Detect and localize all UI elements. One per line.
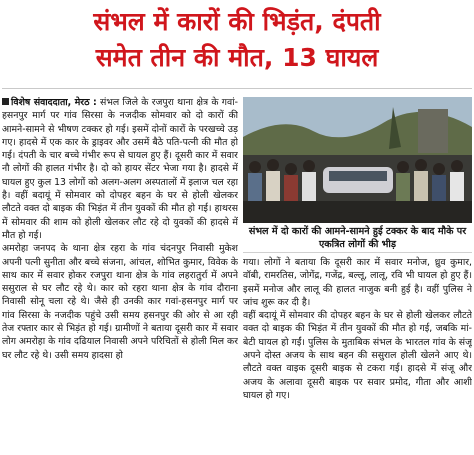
article-paragraph-3: गया। लोगों ने बताया कि दूसरी कार में सवार मनोज, ध्रुव कुमार, वॉबी, रामरतिस, जोगेंद्र, गजेंद्र, बल्लू, लालू, रवि भी घायल हो हुए हैं। इसमें मनोज और लालू की हालत नाजुक बनी हुई है। वहीं पुलिस ने जांच शुरू कर दी है। [243,257,472,308]
news-photo [243,97,472,223]
article-paragraph-2: अमरोहा जनपद के थाना क्षेत्र रहरा के गांव चंदनपुर निवासी मुकेश अपनी पत्नी सुनीता और बच्चे संजना, आंचल, शोभित कुमार, विवेक के साथ कार में सवार होकर रजपुरा थाना क्षेत्र के गांव लहरातुर्रा में अपने ससुराल से घर लौट रहे थे। कार को रहरा थाना क्षेत्र के गांव दौराना निवासी सोनू चला रहे थे। जैसे ही उनकी कार गवां-हसनपुर मार्ग पर गांव सिरसा के नजदीक पहुंचे उसी समय हसनपुर की ओर से आ रही तेज रफ्तार कार से भिड़ंत हो गई। ग्रामीणों ने बताया दूसरी कार में सवार लोग अमरोहा के गांव दढियाल निवासी अपने परिचितों से होली मिल कर घर लौट रहे थे। उसी समय हादसा हो [2,243,238,361]
article-left-column [2,96,238,454]
photo-caption: संभल में दो कारों की आमने-सामने हुई टक्कर के बाद मौके पर एकत्रित लोगों की भीड़ [248,226,467,250]
headline-line-1: संभल में कारों की भिड़ंत, दंपती [93,7,381,36]
dateline [2,97,97,108]
article-paragraph-1 [2,96,238,242]
article-paragraph-4: वहीं बदायूं में सोमवार की दोपहर बहन के घर से होली खेलकर लौटते वक्त दो बाइक की भिड़ंत में तीन युवकों की मौत हो गई, जबकि मां-बेटी घायल हो गईं। पुलिस के मुताबिक संभल के भारतल गांव के संजू अपने दोस्त अजय के साथ बहन की ससुराल होली खेलने आए थे। लौटते वक्त वाइक दूसरी बाइक से टकरा गई। हादसे में संजू और अजय के अलावा दूसरी बाइक पर सवार प्रमोद, गीता और आशी घायल हो गए। [243,310,472,401]
headline-divider [2,88,472,89]
headline [0,4,474,76]
article-paragraph-1-text: संभल जिले के रजपुरा थाना क्षेत्र के गवां-हसनपुर मार्ग पर गांव सिरसा के नजदीक सोमवार को दो कारों की आमने-सामने से भीषण टक्कर हो गई। इसमें दोनों कारों के परखच्चे उड़ गए। हादसे में एक कार के ड्राइवर और उसमें बैठे पति-पत्नी की मौत हो गई। दंपती के चार बच्चे गंभीर रूप से घायल हुए हैं। दूसरी कार में सवार नौ लोगों की हालत गंभीर है। दो को हायर सेंटर भेजा गया है। हादसे में घायल हुए कुल 13 लोगों को अलग-अलग अस्पतालों में इलाज चल रहा है। वहीं बदायूं में सोमवार को दोपहर बहन के घर से होली खेलकर लौटते वक्त दो बाइक की भिड़ंत में तीन युवकों की मौत हो गई। हाथरस में सोमवार की शाम को होली खेलकर लौट रहे दो युवकों की हादसे में मौत हो गई। [2,97,238,241]
article-right-column [243,256,472,454]
bullet-square-icon [2,98,9,105]
crowd-photo-illustration [243,97,472,223]
headline-line-2: समेत तीन की मौत, 13 घायल [95,43,379,72]
caption-divider [243,252,472,253]
dateline-text: विशेष संवाददाता, मेरठ : [11,97,97,108]
